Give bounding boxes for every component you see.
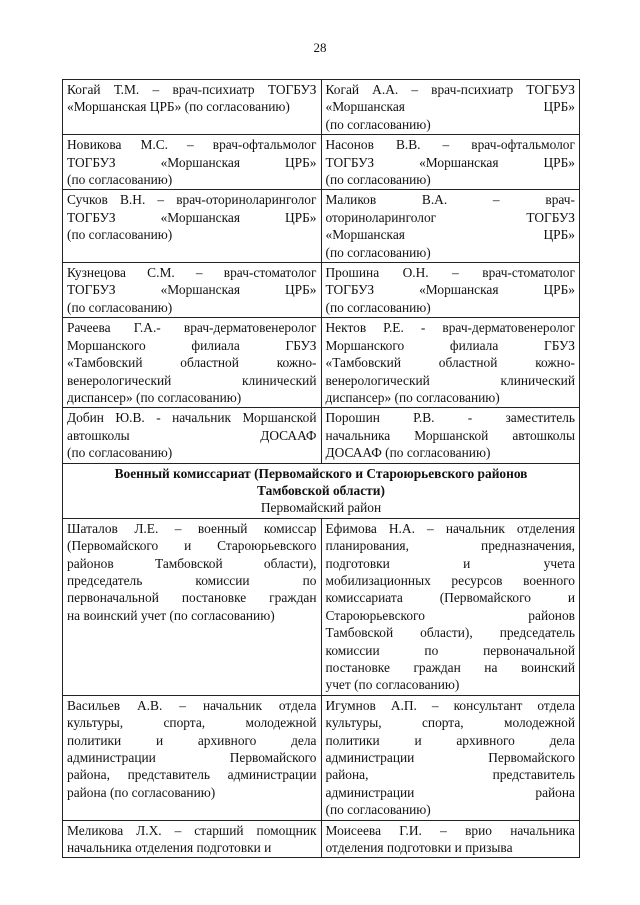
roster-row [63,518,580,695]
member-text-line: «Моршанская ЦРБ» (по согласованию) [67,99,290,115]
member-text-line: Маликов В.А. – врач- [325,192,575,208]
member-cell-left [63,408,322,463]
roster-row [63,695,580,820]
roster-row [63,318,580,408]
member-text-line: «Тамбовский областной кожно- [325,355,575,371]
member-cell-left [63,135,322,190]
member-text-line: Когай Т.М. – врач-психиатр ТОГБУЗ [67,82,317,97]
section-subtitle: Первомайский район [260,500,382,516]
member-text-line: Кузнецова С.М. – врач-стоматолог [67,265,317,281]
member-text-line: ТОГБУЗ «Моршанская ЦРБ» [67,209,317,225]
roster-row [63,408,580,463]
member-text-line: политики и архивного дела [67,732,317,748]
member-cell-right [321,695,580,820]
member-text-line: диспансер» (по согласованию) [325,389,500,405]
member-text-line: (по согласованию) [67,227,173,243]
member-cell-right [321,518,580,695]
member-text-line: Васильев А.В. – начальник отдела [67,697,317,713]
commission-roster-table [62,79,580,858]
member-text-line: Шаталов Л.Е. – военный комиссар [67,520,317,536]
member-text-line: политики и архивного дела [325,732,575,748]
member-text-line: на воинский учет (по согласованию) [67,607,275,623]
member-text-line: района, представитель [325,767,575,783]
member-text-line: ТОГБУЗ «Моршанская ЦРБ» [325,154,575,170]
member-text-line: Староюрьевского районов [325,607,575,623]
member-text-line: Прошина О.Н. – врач-стоматолог [325,265,575,281]
member-text-line: Игумнов А.П. – консультант отдела [325,697,575,713]
member-text-line: администрации района [325,784,575,800]
member-text-line: (по согласованию) [67,445,173,461]
member-text-line: Моршанского филиала ГБУЗ [325,337,575,353]
member-text-line: (по согласованию) [325,802,431,818]
section-header-group [63,463,580,518]
member-text-line: комиссии по первоначальной [325,642,575,658]
member-cell-right [321,318,580,408]
section-title-line2: Тамбовской области) [257,482,385,498]
member-text-line: (по согласованию) [325,299,431,315]
member-text-line: комиссариата (Первомайского и [325,590,575,606]
roster-row [63,80,580,135]
member-text-line: диспансер» (по согласованию) [67,389,242,405]
member-text-line: Новикова М.С. – врач-офтальмолог [67,137,317,153]
member-text-line: Нектов Р.Е. - врач-дерматовенеролог [325,320,575,336]
member-cell-left [63,518,322,695]
member-cell-left [63,318,322,408]
member-text-line: Порошин Р.В. - заместитель [325,410,575,426]
member-text-line: начальника Моршанской автошколы [325,427,575,443]
member-text-line: оториноларинголог ТОГБУЗ [325,209,575,225]
member-cell-right [321,263,580,318]
section-title-line1: Военный комиссариат (Первомайского и Староюрьевского районов [114,465,528,481]
member-cell-left [63,695,322,820]
member-cell-left [63,820,322,858]
roster-rows-after [63,518,580,858]
page-number: 28 [313,40,327,55]
member-text-line: ТОГБУЗ «Моршанская ЦРБ» [325,282,575,298]
member-text-line: начальника отделения подготовки и [67,840,272,856]
member-text-line: постановке граждан на воинский [325,660,575,675]
member-cell-right [321,408,580,463]
member-text-line: «Моршанская ЦРБ» [325,227,575,243]
member-text-line: (по согласованию) [325,172,431,188]
member-text-line: подготовки и учета [325,555,575,571]
roster-row [63,820,580,858]
member-text-line: Рачеева Г.А.- врач-дерматовенеролог [67,320,317,336]
member-text-line: культуры, спорта, молодежной [67,715,317,731]
member-text-line: Когай А.А. – врач-психиатр ТОГБУЗ [325,82,575,97]
member-text-line: ТОГБУЗ «Моршанская ЦРБ» [67,154,317,170]
member-text-line: культуры, спорта, молодежной [325,715,575,731]
section-header-row [63,463,580,518]
member-text-line: (по согласованию) [67,299,173,315]
member-text-line: (по согласованию) [325,244,431,260]
member-text-line: Тамбовской области), председатель [325,625,575,641]
member-text-line: автошколы ДОСААФ [67,427,317,443]
member-text-line: районов Тамбовской области), [67,555,317,571]
member-text-line: Ефимова Н.А. – начальник отделения [325,520,575,536]
member-text-line: отделения подготовки и призыва [325,840,513,856]
member-text-line: «Тамбовский областной кожно- [67,355,317,371]
member-cell-right [321,135,580,190]
member-text-line: председатель комиссии по [67,572,317,588]
member-cell-left [63,80,322,135]
member-text-line: планирования, предназначения, [325,538,575,554]
member-text-line: учет (по согласованию) [325,677,460,693]
member-cell-left [63,263,322,318]
member-text-line: Моисеева Г.И. – врио начальника [325,822,575,838]
member-text-line: администрации Первомайского [325,750,575,766]
roster-rows-before [63,80,580,464]
member-text-line: ТОГБУЗ «Моршанская ЦРБ» [67,282,317,298]
member-text-line: Добин Ю.В. - начальник Моршанской [67,410,317,426]
member-text-line: (Первомайского и Староюрьевского [67,538,317,554]
member-text-line: «Моршанская ЦРБ» [325,99,575,115]
member-text-line: Меликова Л.Х. – старший помощник [67,822,317,838]
member-cell-left [63,190,322,263]
member-cell-right [321,820,580,858]
member-text-line: венерологический клинический [67,372,317,388]
member-text-line: мобилизационных ресурсов военного [325,572,575,588]
member-text-line: района (по согласованию) [67,784,216,800]
member-text-line: первоначальной постановке граждан [67,590,317,606]
member-text-line: ДОСААФ (по согласованию) [325,445,491,461]
member-text-line: венерологический клинический [325,372,575,388]
member-text-line: (по согласованию) [325,116,431,132]
roster-row [63,190,580,263]
roster-row [63,263,580,318]
member-text-line: администрации Первомайского [67,750,317,766]
section-header-cell [63,463,580,518]
member-text-line: района, представитель администрации [67,767,317,783]
member-cell-right [321,80,580,135]
member-text-line: Моршанского филиала ГБУЗ [67,337,317,353]
member-text-line: (по согласованию) [67,172,173,188]
member-text-line: Сучков В.Н. – врач-оториноларинголог [67,192,317,208]
roster-row [63,135,580,190]
member-cell-right [321,190,580,263]
member-text-line: Насонов В.В. – врач-офтальмолог [325,137,575,153]
